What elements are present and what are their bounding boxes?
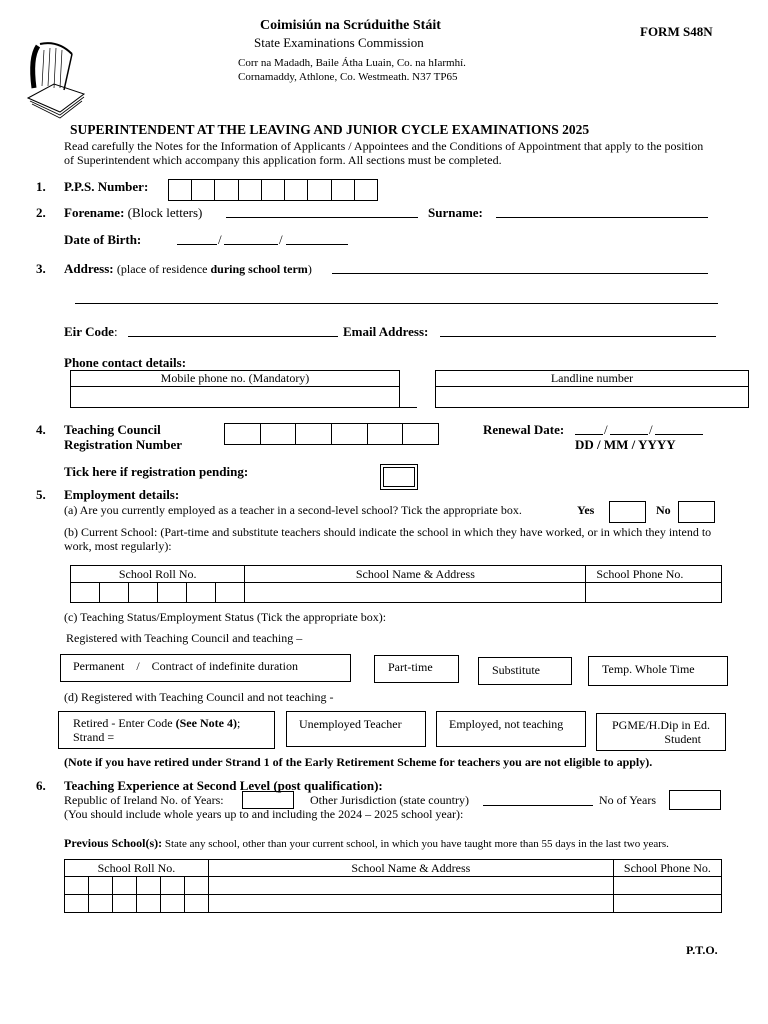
pto-label: P.T.O. <box>686 943 718 957</box>
previous-schools-row <box>64 836 669 851</box>
landline-phone-label: Landline number <box>436 371 748 387</box>
retired-note: (See Note 4) <box>175 716 237 730</box>
address-field-2[interactable] <box>75 292 718 304</box>
employed-not-teaching-option[interactable] <box>436 711 586 747</box>
permanent-option[interactable] <box>60 654 351 682</box>
previous-schools-label: Previous School(s): <box>64 836 163 850</box>
phone-contact-label: Phone contact details: <box>64 355 187 370</box>
roll-no-cell[interactable] <box>71 583 100 603</box>
header-english-name: State Examinations Commission <box>254 35 424 50</box>
early-retirement-note: (Note if you have retired under Strand 1 of the Early Retirement Scheme for teachers you are not eligible to apply). <box>64 755 653 769</box>
temp-whole-time-option-label: Temp. Whole Time <box>602 662 695 676</box>
email-field[interactable] <box>440 325 716 337</box>
roll-no-cell[interactable] <box>160 895 184 913</box>
forename-label: Forename: <box>64 205 125 220</box>
yes-checkbox[interactable] <box>609 501 646 523</box>
employed-not-teaching-label: Employed, not teaching <box>449 717 564 731</box>
question-b: (b) Current School: (Part-time and substitute teachers should indicate the school in which they have worked, or in which they intend to work, most regularly): <box>64 525 712 553</box>
previous-school-header-name: School Name & Address <box>208 860 613 877</box>
dob-year-field[interactable] <box>286 233 348 245</box>
roll-no-cell[interactable] <box>88 877 112 895</box>
roll-no-cell[interactable] <box>184 895 208 913</box>
forename-note: (Block letters) <box>127 205 203 220</box>
registered-teaching-label: Registered with Teaching Council and teaching – <box>66 631 303 645</box>
previous-schools-table <box>64 859 722 913</box>
roll-no-cell[interactable] <box>184 877 208 895</box>
address-field-1[interactable] <box>332 262 708 274</box>
permanent-option-label: Permanent / Contract of indefinite duration <box>73 659 298 673</box>
roll-no-cell[interactable] <box>160 877 184 895</box>
email-label: Email Address: <box>343 324 429 339</box>
school-name-cell[interactable] <box>245 583 586 603</box>
roll-no-cell[interactable] <box>136 895 160 913</box>
section-5-number: 5. <box>36 487 46 502</box>
substitute-option[interactable] <box>478 657 572 685</box>
school-phone-cell[interactable] <box>613 877 721 895</box>
roll-no-cell[interactable] <box>136 877 160 895</box>
renewal-year-field[interactable] <box>655 423 703 435</box>
pgme-student-label: Student <box>664 732 701 746</box>
registration-number-label: Registration Number <box>64 437 183 452</box>
other-jurisdiction-field[interactable] <box>483 794 593 806</box>
mobile-phone-label: Mobile phone no. (Mandatory) <box>71 371 399 387</box>
dob-label: Date of Birth: <box>64 232 142 247</box>
eircode-label: Eir Code <box>64 324 114 339</box>
unemployed-teacher-option[interactable] <box>286 711 426 747</box>
section-4-number: 4. <box>36 422 46 437</box>
question-a: (a) Are you currently employed as a teacher in a second-level school? Tick the appropriate box. <box>64 503 522 517</box>
previous-school-header-roll: School Roll No. <box>65 860 209 877</box>
dob-separator: / <box>218 232 222 247</box>
section-2-number: 2. <box>36 205 46 220</box>
school-phone-cell[interactable] <box>586 583 722 603</box>
forename-row <box>64 205 202 221</box>
harp-logo <box>20 38 88 120</box>
address-note-bold: during school term <box>210 262 308 276</box>
part-time-option-label: Part-time <box>388 660 433 674</box>
pending-checkbox[interactable] <box>380 464 418 490</box>
roll-no-cell[interactable] <box>158 583 187 603</box>
yes-label: Yes <box>577 503 595 517</box>
no-label: No <box>656 503 671 517</box>
pgme-student-option[interactable] <box>596 713 726 751</box>
unemployed-teacher-label: Unemployed Teacher <box>299 717 402 731</box>
form-title: SUPERINTENDENT AT THE LEAVING AND JUNIOR CYCLE EXAMINATIONS 2025 <box>70 122 590 137</box>
header-irish-name: Coimisiún na Scrúduithe Stáit <box>260 18 441 33</box>
pps-label: P.P.S. Number: <box>64 179 149 194</box>
temp-whole-time-option[interactable] <box>588 656 728 686</box>
intro-text: Read carefully the Notes for the Information of Applicants / Appointees and the Conditions of Appointment that apply to the position of Superintendent which accompany this application form. All sections must be completed. <box>64 139 704 167</box>
school-name-cell[interactable] <box>208 877 613 895</box>
current-school-header-roll: School Roll No. <box>71 566 245 583</box>
registration-number-input[interactable] <box>224 423 439 445</box>
date-format-hint: DD / MM / YYYY <box>575 437 676 452</box>
strand-label: Strand = <box>73 730 115 744</box>
dob-month-field[interactable] <box>224 233 278 245</box>
landline-phone-box[interactable] <box>435 370 749 408</box>
pps-input[interactable] <box>168 179 378 201</box>
eircode-row <box>64 324 118 340</box>
address-row <box>64 261 312 277</box>
current-school-header-phone: School Phone No. <box>586 566 722 583</box>
roll-no-cell[interactable] <box>216 583 245 603</box>
surname-field[interactable] <box>496 206 708 218</box>
address-note-end: ) <box>307 262 312 276</box>
roll-no-cell[interactable] <box>65 877 89 895</box>
roll-no-cell[interactable] <box>65 895 89 913</box>
teaching-council-label: Teaching Council <box>64 422 161 437</box>
dob-separator: / <box>279 232 283 247</box>
employment-details-label: Employment details: <box>64 487 180 502</box>
section-1-number: 1. <box>36 179 46 194</box>
question-d: (d) Registered with Teaching Council and not teaching - <box>64 690 334 704</box>
current-school-table <box>70 565 722 603</box>
school-phone-cell[interactable] <box>613 895 721 913</box>
teaching-experience-label: Teaching Experience at Second Level (post qualification): <box>64 778 383 793</box>
retired-semicolon: ; <box>236 716 241 730</box>
renewal-day-field[interactable] <box>575 423 603 435</box>
include-years-note: (You should include whole years up to and including the 2024 – 2025 school year): <box>64 807 464 821</box>
pending-label: Tick here if registration pending: <box>64 464 249 479</box>
renewal-separator: / <box>649 422 653 437</box>
current-school-header-name: School Name & Address <box>245 566 586 583</box>
school-name-cell[interactable] <box>208 895 613 913</box>
form-code: FORM S48N <box>640 24 713 39</box>
previous-school-header-phone: School Phone No. <box>613 860 721 877</box>
roll-no-cell[interactable] <box>187 583 216 603</box>
previous-schools-note: State any school, other than your current school, in which you have taught more than 55 days in the last two years. <box>162 838 669 850</box>
other-years-label: No of Years <box>599 793 656 807</box>
surname-label: Surname: <box>428 205 483 220</box>
mobile-underline <box>400 407 417 408</box>
dob-day-field[interactable] <box>177 233 217 245</box>
part-time-option[interactable] <box>374 655 459 683</box>
substitute-option-label: Substitute <box>492 663 541 677</box>
eircode-colon: : <box>113 324 118 339</box>
address-label: Address: <box>64 261 114 276</box>
roll-no-cell[interactable] <box>112 877 136 895</box>
roll-no-cell[interactable] <box>112 895 136 913</box>
other-jurisdiction-label: Other Jurisdiction (state country) <box>310 793 469 807</box>
retired-label: Retired - Enter Code <box>73 716 176 730</box>
renewal-separator: / <box>604 422 608 437</box>
roll-no-cell[interactable] <box>100 583 129 603</box>
header-english-address: Cornamaddy, Athlone, Co. Westmeath. N37 TP65 <box>238 71 458 83</box>
section-3-number: 3. <box>36 261 46 276</box>
forename-field[interactable] <box>226 206 418 218</box>
renewal-date-label: Renewal Date: <box>483 422 565 437</box>
section-6-number: 6. <box>36 778 46 793</box>
roi-years-label: Republic of Ireland No. of Years: <box>64 793 224 807</box>
header-irish-address: Corr na Madadh, Baile Átha Luain, Co. na hIarmhí. <box>238 57 466 69</box>
mobile-phone-box[interactable] <box>70 370 400 408</box>
pgme-label: PGME/H.Dip in Ed. <box>611 718 710 732</box>
address-note: (place of residence <box>116 262 211 276</box>
roll-no-cell[interactable] <box>88 895 112 913</box>
roll-no-cell[interactable] <box>129 583 158 603</box>
retired-option[interactable] <box>58 711 275 749</box>
no-checkbox[interactable] <box>678 501 715 523</box>
question-c: (c) Teaching Status/Employment Status (Tick the appropriate box): <box>64 610 387 624</box>
renewal-month-field[interactable] <box>610 423 648 435</box>
other-years-input[interactable] <box>669 790 721 810</box>
eircode-field[interactable] <box>128 325 338 337</box>
